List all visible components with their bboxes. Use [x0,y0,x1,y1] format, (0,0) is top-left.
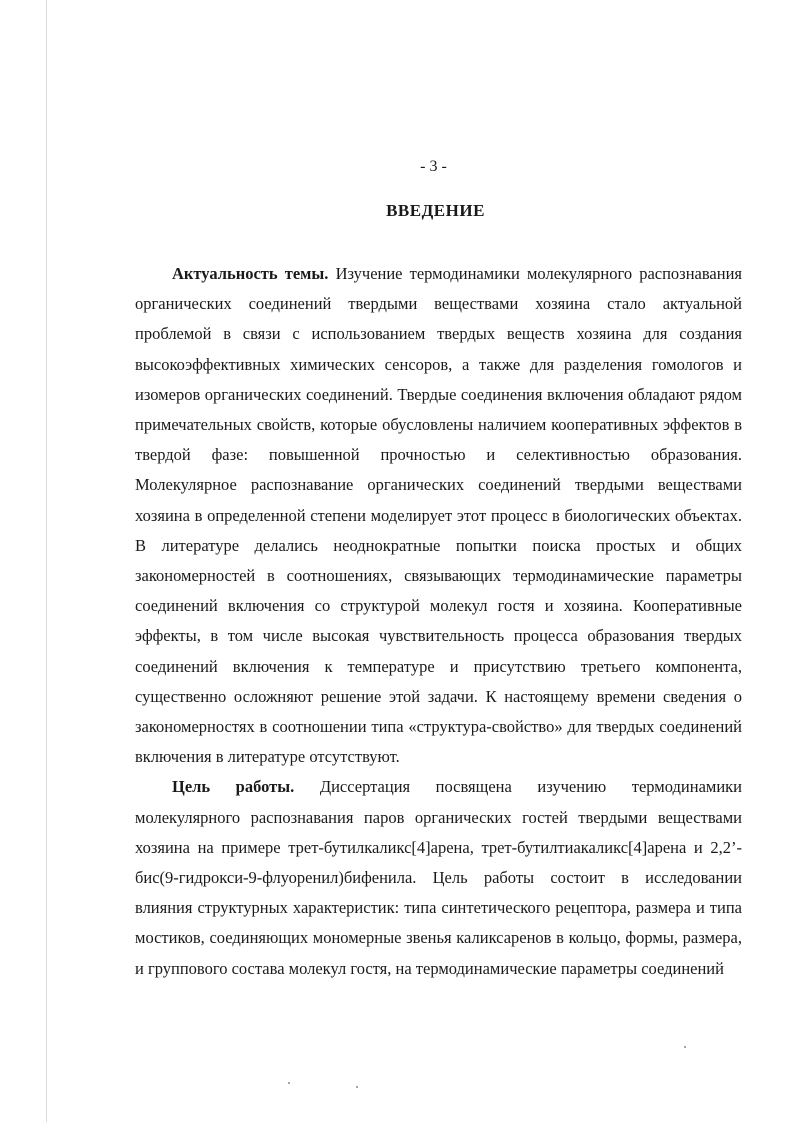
paragraph-text: Изучение термодинамики молекулярного распознавания органических соединений твердыми веществами хозяина стало актуальной проблемой в связи с использованием твердых веществ хозяина для создания высокоэффективных химических сенсоров, а также для разделения гомологов и изомеров органических соединений. Твердые соединения включения обладают рядом примечательных свойств, которые обусловлены наличием кооперативных эффектов в твердой фазе: повышенной прочностью и селективностью образования. Молекулярное распознавание органических соединений твердыми веществами хозяина в определенной степени моделирует этот процесс в биологических объектах. В литературе делались неоднократные попытки поиска простых и общих закономерностей в соотношениях, связывающих термодинамические параметры соединений включения со структурой молекул гостя и хозяина. Кооперативные эффекты, в том числе высокая чувствительность процесса образования твердых соединений включения к температуре и присутствию третьего компонента, существенно осложняют решение этой задачи. К настоящему времени сведения о закономерностях в соотношении типа «структура-свойство» для твердых соединений включения в литературе отсутствуют. [135,264,743,767]
scan-speck [356,1086,358,1088]
document-body [135,259,742,984]
section-heading: ВВЕДЕНИЕ [386,201,485,220]
paragraph-goal [135,772,742,983]
paragraph-lead: Актуальность темы. [172,264,329,283]
paragraph-relevance [135,259,742,772]
paragraph-lead: Цель работы. [172,777,295,797]
paragraph-text: Диссертация посвящена изучению термодинамики молекулярного распознавания паров органических гостей твердыми веществами хозяина на примере трет-бутилкаликс[4]арена, трет-бутилтиакаликс[4]арена и 2,2’-бис(9-гидрокси-9-флуоренил)бифенила. Цель работы состоит в исследовании влияния структурных характеристик: типа синтетического рецептора, размера и типа мостиков, соединяющих мономерные звенья каликсаренов в кольцо, формы, размера, и группового состава молекул гостя, на термодинамические параметры соединений [135,777,743,978]
scan-speck [288,1082,290,1084]
scan-speck [684,1046,686,1048]
page-number: - 3 - [420,158,447,175]
